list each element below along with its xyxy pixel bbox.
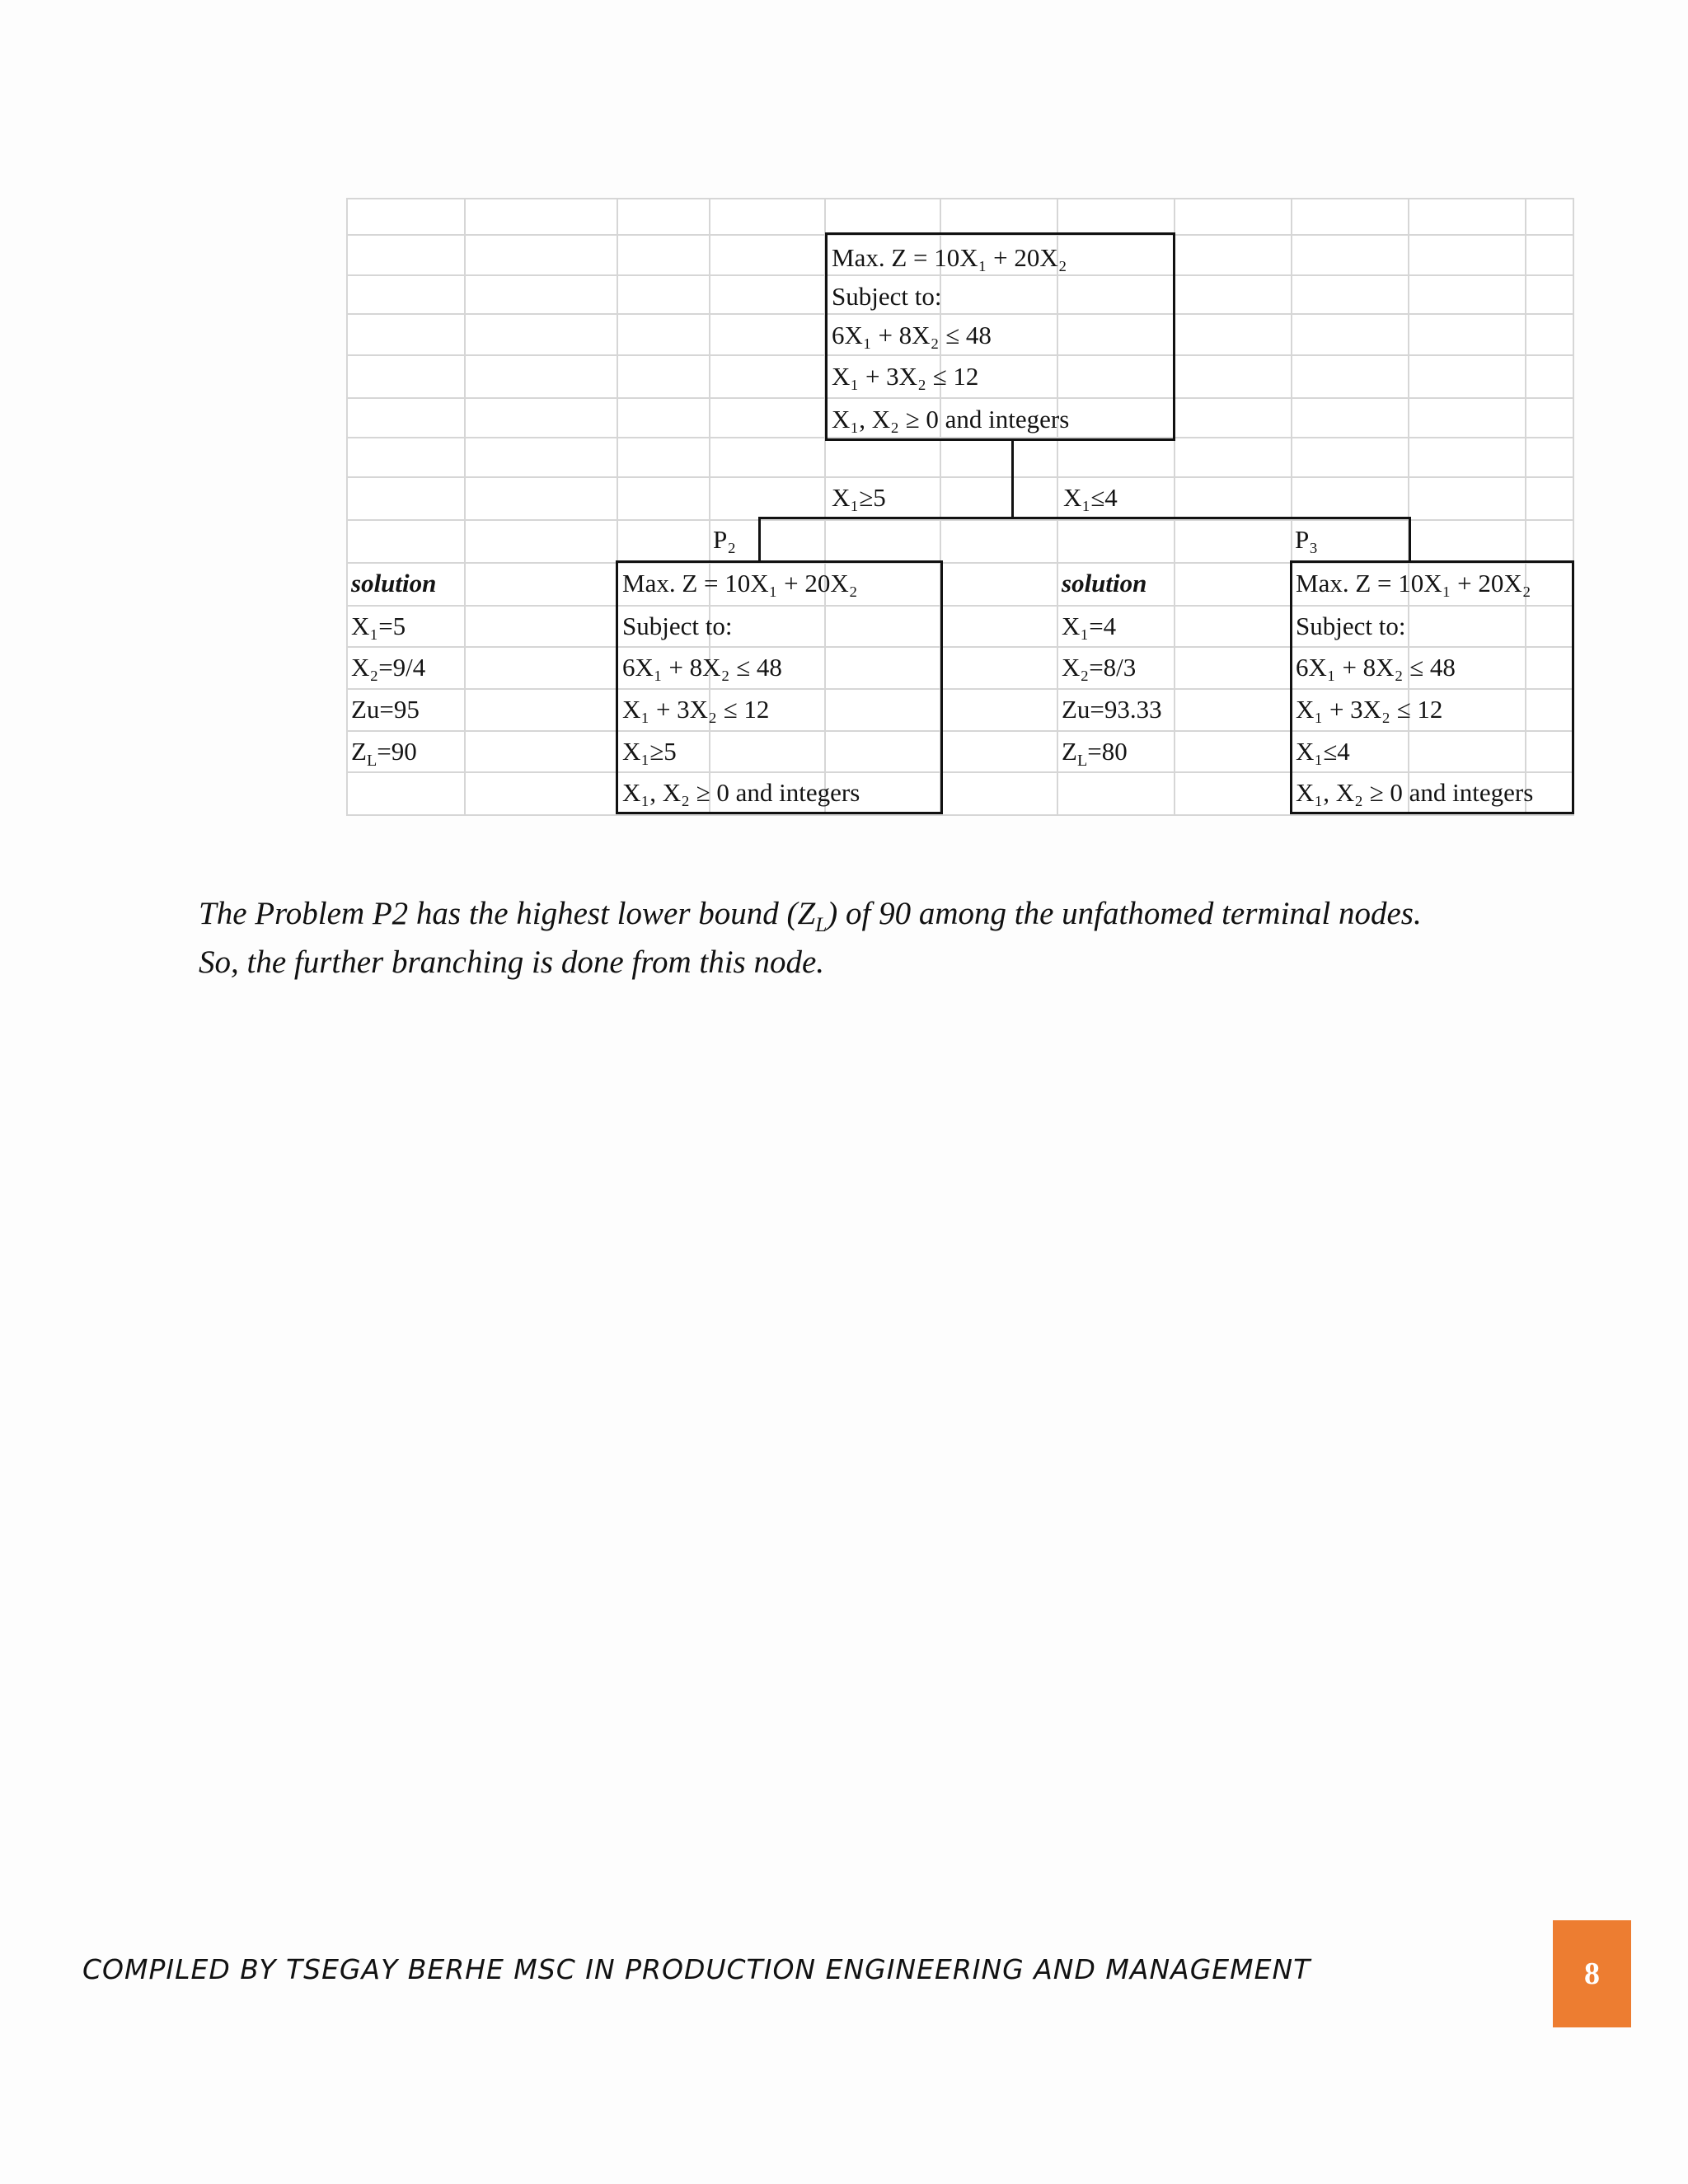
root-constraint-2: X₁ + 3X₂ ≤ 12 [832, 362, 979, 391]
p2-label: P₂ [713, 525, 737, 554]
root-constraint-3: X₁, X₂ ≥ 0 and integers [832, 405, 1070, 434]
gridline [464, 198, 466, 816]
tree-connector [758, 517, 1411, 519]
footer-compiled-by: COMPILED BY TSEGAY BERHE MSC IN PRODUCTION ENGINEERING AND MANAGEMENT [82, 1953, 1311, 1985]
p2-constraint-4: X₁, X₂ ≥ 0 and integers [622, 778, 860, 807]
p2-subject-to: Subject to: [622, 612, 733, 640]
p2-problem-box [616, 560, 943, 814]
p2-objective: Max. Z = 10X₁ + 20X₂ [622, 569, 858, 598]
gridline [346, 814, 1574, 816]
solution-left-x2: X₂=9/4 [351, 653, 426, 682]
caption-line-2: So, the further branching is done from this node. [199, 944, 825, 980]
root-constraint-1: 6X₁ + 8X₂ ≤ 48 [832, 321, 992, 349]
gridline [346, 198, 1574, 199]
gridline [346, 198, 348, 816]
tree-connector [1011, 441, 1014, 518]
p3-problem-box [1290, 560, 1574, 814]
p2-constraint-3: X₁≥5 [622, 737, 677, 766]
page-number: 8 [1553, 1920, 1631, 2027]
solution-left-header: solution [351, 569, 437, 598]
p3-constraint-1: 6X₁ + 8X₂ ≤ 48 [1296, 653, 1456, 682]
gridline [346, 519, 1574, 521]
solution-right-header: solution [1062, 569, 1147, 598]
solution-left-zl: $Z_L=90$ [351, 737, 417, 771]
p3-objective: Max. Z = 10X₁ + 20X₂ [1296, 569, 1531, 598]
p2-constraint-1: 6X₁ + 8X₂ ≤ 48 [622, 653, 782, 682]
p3-constraint-2: X₁ + 3X₂ ≤ 12 [1296, 695, 1443, 724]
root-subject-to: Subject to: [832, 282, 942, 311]
tree-connector [758, 517, 761, 563]
solution-right-zu: Zu=93.33 [1062, 695, 1162, 724]
p3-subject-to: Subject to: [1296, 612, 1406, 640]
solution-left-zu: Zu=95 [351, 695, 420, 724]
branch-left-label: X₁≥5 [832, 483, 886, 512]
gridline [346, 476, 1574, 478]
caption-line-1: The Problem P2 has the highest lower bound $(Z_L)$ of 90 among the unfathomed terminal nodes. [199, 896, 1422, 936]
p2-constraint-2: X₁ + 3X₂ ≤ 12 [622, 695, 770, 724]
p3-label: P₃ [1295, 525, 1319, 554]
tree-connector [1409, 517, 1411, 563]
root-objective: Max. Z = 10X₁ + 20X₂ [832, 243, 1067, 272]
p3-constraint-4: X₁, X₂ ≥ 0 and integers [1296, 778, 1534, 807]
solution-left-x1: X₁=5 [351, 612, 406, 640]
solution-right-x2: X₂=8/3 [1062, 653, 1137, 682]
caption [199, 895, 1509, 982]
solution-right-x1: X₁=4 [1062, 612, 1117, 640]
solution-right-zl: $Z_L=80$ [1062, 737, 1128, 771]
p3-constraint-3: X₁≤4 [1296, 737, 1350, 766]
branch-right-label: X₁≤4 [1063, 483, 1118, 512]
branch-and-bound-figure [346, 198, 1574, 816]
